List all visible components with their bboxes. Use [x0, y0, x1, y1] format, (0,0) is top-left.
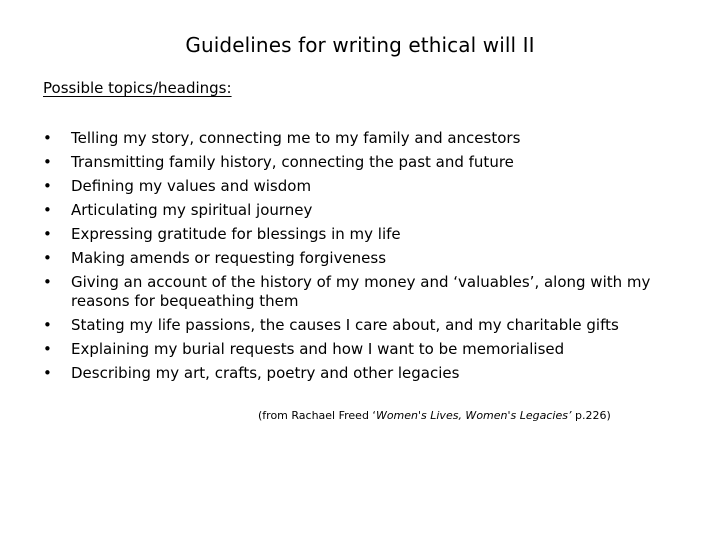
bullet-icon: • — [43, 201, 52, 219]
topic-text: Explaining my burial requests and how I want to be memorialised — [71, 340, 565, 358]
topic-item — [43, 337, 683, 361]
bullet-icon: • — [43, 249, 52, 267]
topic-text: Telling my story, connecting me to my family and ancestors — [71, 129, 521, 147]
citation-prefix: (from Rachael Freed ‘ — [258, 409, 376, 422]
topic-text: Giving an account of the history of my money and ‘valuables’, along with my reasons for bequeathing them — [71, 273, 651, 310]
topic-item — [43, 150, 683, 174]
topic-item — [43, 222, 683, 246]
topic-item — [43, 313, 683, 337]
bullet-icon: • — [43, 316, 52, 334]
topic-text: Stating my life passions, the causes I care about, and my charitable gifts — [71, 316, 619, 334]
topic-item — [43, 126, 683, 150]
citation-suffix: p.226) — [571, 409, 611, 422]
bullet-icon: • — [43, 225, 52, 243]
topic-item — [43, 198, 683, 222]
bullet-icon: • — [43, 364, 52, 382]
topic-item — [43, 246, 683, 270]
subheading: Possible topics/headings: — [43, 79, 232, 97]
topic-text: Transmitting family history, connecting the past and future — [71, 153, 514, 171]
bullet-icon: • — [43, 129, 52, 147]
topic-item — [43, 361, 683, 385]
bullet-icon: • — [43, 273, 52, 291]
topic-item — [43, 174, 683, 198]
topic-list — [43, 126, 683, 385]
slide-title: Guidelines for writing ethical will II — [185, 33, 535, 57]
citation-title: Women's Lives, Women's Legacies’ — [375, 409, 572, 422]
topic-text: Articulating my spiritual journey — [71, 201, 313, 219]
bullet-icon: • — [43, 177, 52, 195]
topic-text: Defining my values and wisdom — [71, 177, 312, 195]
topic-item — [43, 270, 683, 313]
citation — [258, 409, 611, 422]
bullet-icon: • — [43, 340, 52, 358]
topic-text: Making amends or requesting forgiveness — [71, 249, 387, 267]
topic-text: Describing my art, crafts, poetry and other legacies — [71, 364, 460, 382]
bullet-icon: • — [43, 153, 52, 171]
topic-text: Expressing gratitude for blessings in my life — [71, 225, 401, 243]
